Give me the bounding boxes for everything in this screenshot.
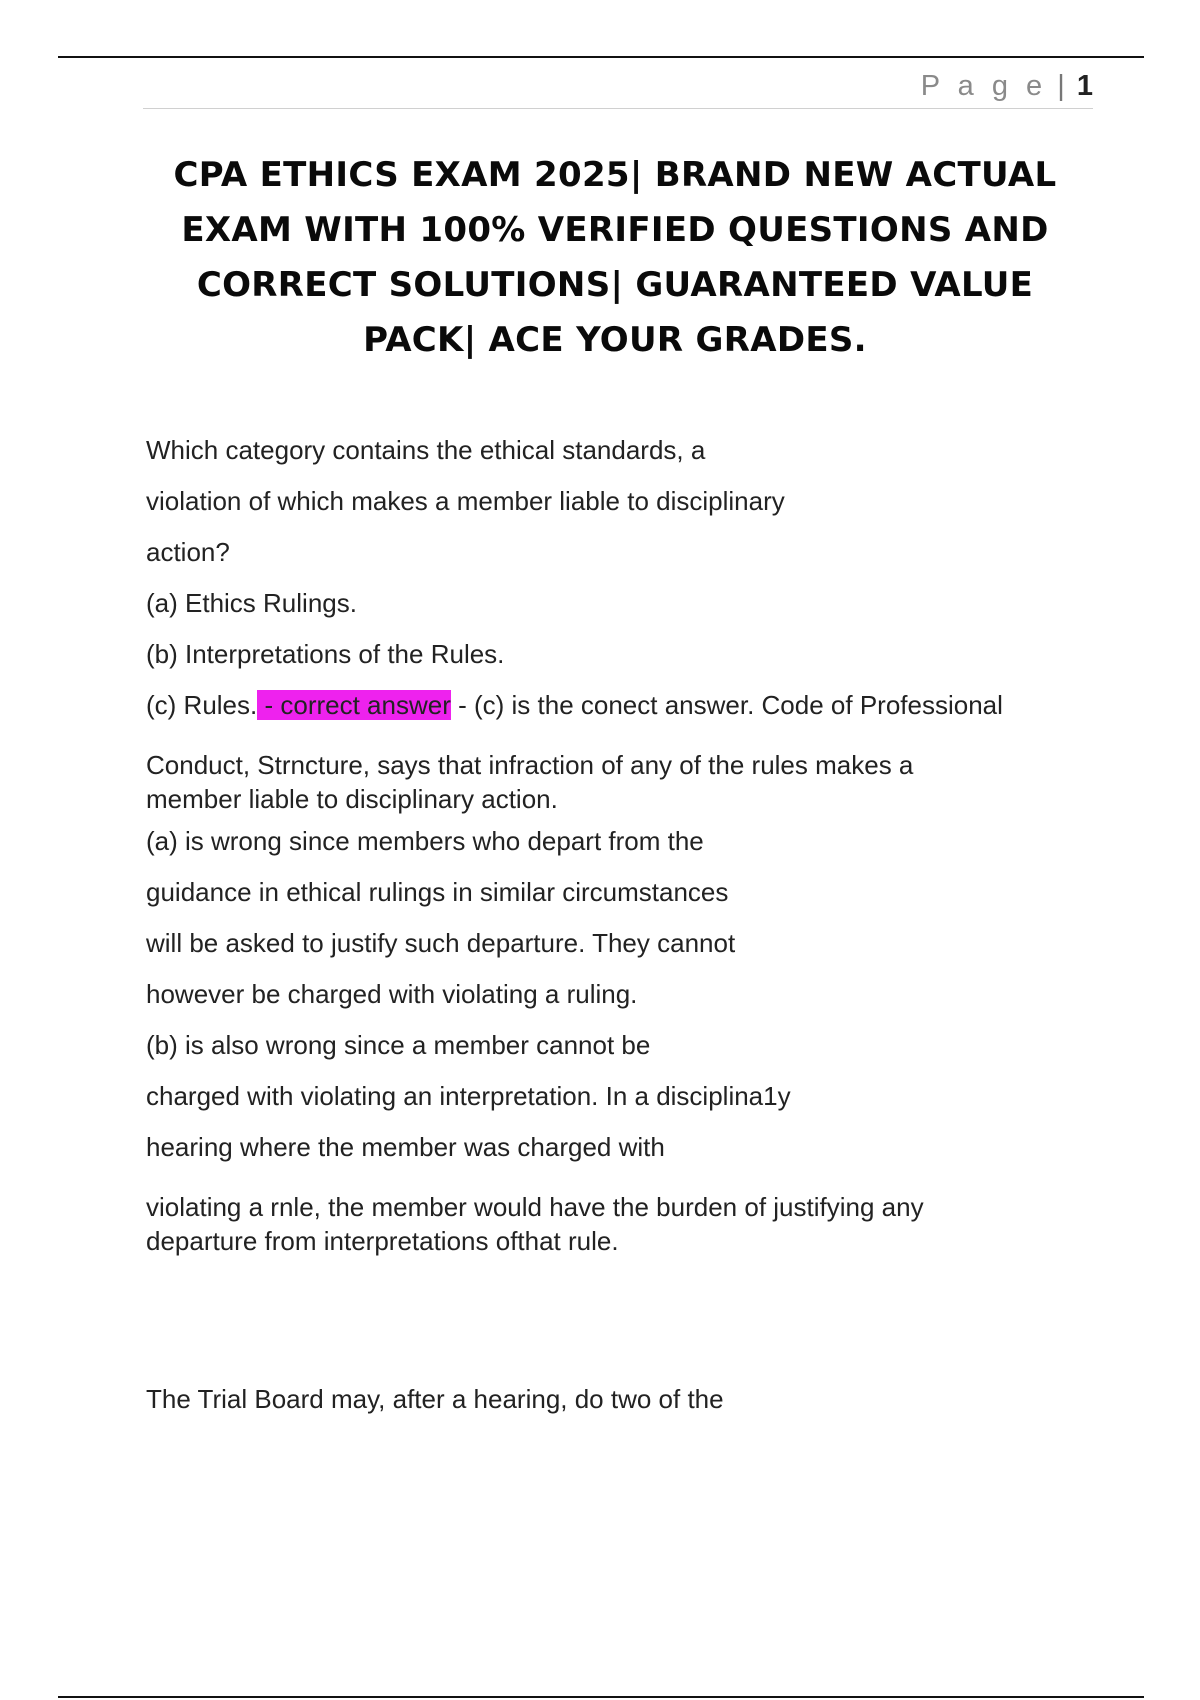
top-rule (58, 56, 1144, 58)
question-stem-line: Which category contains the ethical standards, a (146, 435, 706, 465)
explanation-line: member liable to disciplinary action. (146, 784, 558, 814)
page-number: 1 (1076, 70, 1093, 102)
explanation-line: however be charged with violating a ruling. (146, 979, 638, 1009)
question-stem-line: violation of which makes a member liable to disciplinary (146, 486, 785, 516)
option-c-line (146, 680, 1146, 731)
explanation-line: hearing where the member was charged with (146, 1132, 665, 1162)
page-label: P a g e (920, 70, 1048, 102)
correct-answer-marker: - correct answer (257, 690, 451, 720)
option-a: (a) Ethics Rulings. (146, 588, 357, 618)
page-separator: | (1057, 70, 1065, 102)
question-stem-line: The Trial Board may, after a hearing, do two of the (146, 1384, 724, 1414)
explanation-line: guidance in ethical rulings in similar circumstances (146, 877, 729, 907)
question-block (146, 425, 1146, 1258)
explanation-line: (a) is wrong since members who depart from the (146, 826, 704, 856)
answer-explanation-start: - (c) is the conect answer. Code of Professional (450, 690, 1003, 720)
title-line: PACK| ACE YOUR GRADES. (363, 320, 867, 360)
title-line: CPA ETHICS EXAM 2025| BRAND NEW ACTUAL (173, 155, 1057, 195)
bottom-rule (58, 1696, 1144, 1698)
explanation-line: Conduct, Strncture, says that infraction of any of the rules makes a (146, 750, 914, 780)
question-block (146, 1374, 1146, 1425)
document-body (146, 425, 1146, 1425)
explanation-line: violating a rnle, the member would have the burden of justifying any (146, 1192, 924, 1222)
explanation-line: departure from interpretations ofthat rule. (146, 1226, 619, 1256)
explanation-line: charged with violating an interpretation. In a disciplina1y (146, 1081, 791, 1111)
title-line: CORRECT SOLUTIONS| GUARANTEED VALUE (196, 265, 1034, 305)
title-line: EXAM WITH 100% VERIFIED QUESTIONS AND (181, 210, 1049, 250)
page-header (143, 64, 1093, 109)
section-spacer (146, 1258, 1146, 1374)
explanation-line: (b) is also wrong since a member cannot be (146, 1030, 651, 1060)
option-b: (b) Interpretations of the Rules. (146, 639, 505, 669)
question-stem-line: action? (146, 537, 230, 567)
explanation-line: will be asked to justify such departure. They cannot (146, 928, 736, 958)
option-c: (c) Rules. (146, 690, 258, 720)
document-title (135, 148, 1095, 368)
